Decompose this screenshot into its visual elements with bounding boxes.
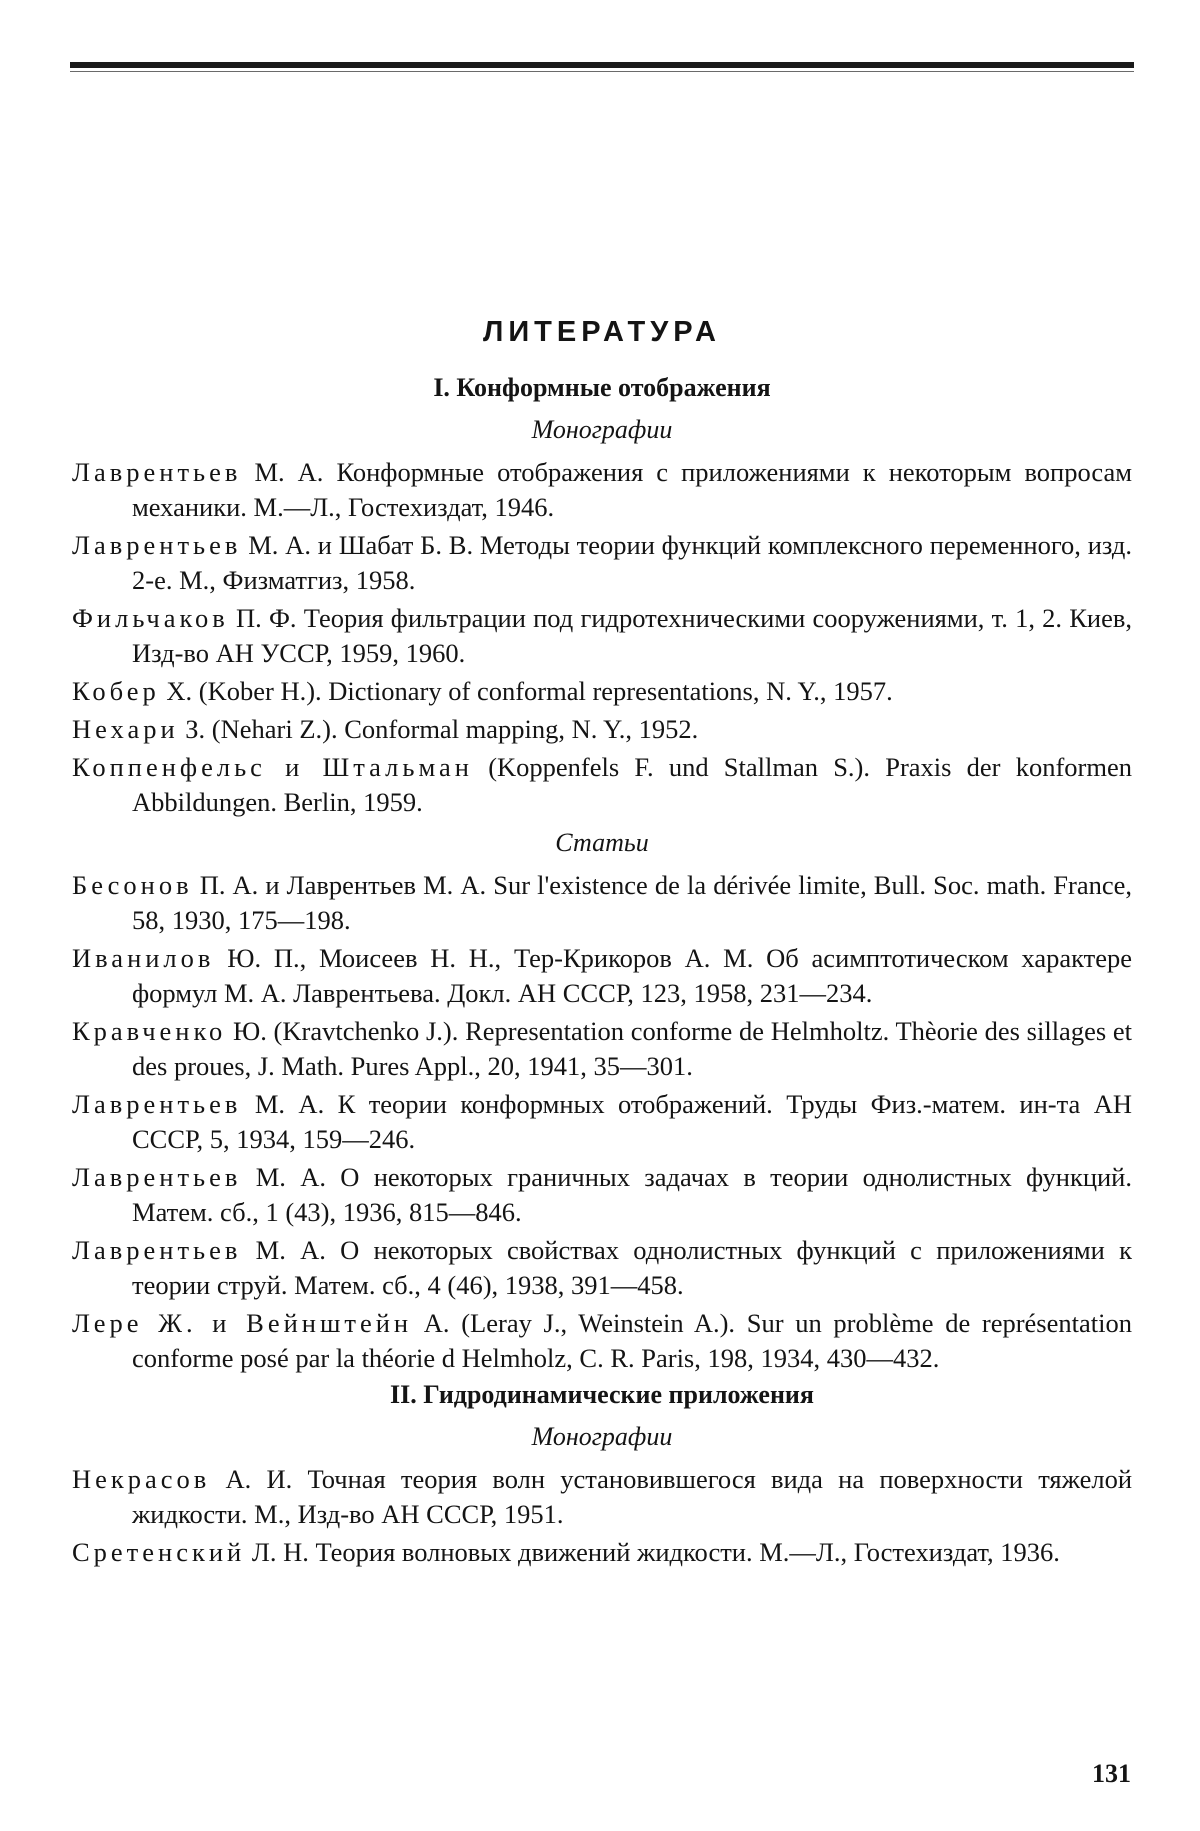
reference-author: Лаврентьев [72, 530, 242, 560]
reference-author: Кобер [72, 676, 160, 706]
section-heading: II. Гидродинамические приложения [390, 1380, 814, 1409]
reference-text: Л. Н. Теория волновых движений жидкости. М.—Л., Гостехиздат, 1936. [245, 1537, 1060, 1567]
reference-entry [72, 601, 1132, 671]
reference-entry [72, 1306, 1132, 1376]
reference-entry [72, 1233, 1132, 1303]
reference-entry [72, 1014, 1132, 1084]
reference-author: Кравченко [72, 1016, 227, 1046]
reference-list [72, 1462, 1132, 1570]
page-number: 131 [1092, 1759, 1131, 1788]
reference-text: М. А. О некоторых граничных задачах в теории однолистных функций. Матем. сб., 1 (43), 1936, 815—846. [132, 1162, 1132, 1227]
reference-entry [72, 1462, 1132, 1532]
subsection-heading: Статьи [555, 828, 649, 857]
reference-text: З. (Nehari Z.). Conformal mapping, N. Y., 1952. [178, 714, 699, 744]
reference-list [72, 868, 1132, 1376]
reference-text: Ю. П., Моисеев Н. Н., Тер-Крикоров А. М. Об асимптотическом характере формул М. А. Лаврентьева. Докл. АН СССР, 123, 1958, 231—234. [132, 943, 1132, 1008]
reference-text: А. И. Точная теория волн установившегося вида на поверхности тяжелой жидкости. М., Изд-во АН СССР, 1951. [132, 1464, 1132, 1529]
reference-list [72, 455, 1132, 820]
reference-entry [72, 750, 1132, 820]
reference-entry [72, 941, 1132, 1011]
reference-author: Лаврентьев [72, 1235, 242, 1265]
reference-entry [72, 528, 1132, 598]
reference-author: Коппенфельс и Штальман [72, 752, 473, 782]
reference-text: М. А. Конформные отображения с приложениями к некоторым вопросам механики. М.—Л., Гостехиздат, 1946. [132, 457, 1132, 522]
reference-entry [72, 674, 1132, 709]
reference-author: Лаврентьев [72, 457, 242, 487]
reference-author: Фильчаков [72, 603, 229, 633]
reference-author: Лаврентьев [72, 1089, 242, 1119]
reference-author: Бесонов [72, 870, 193, 900]
reference-entry [72, 712, 1132, 747]
reference-entry [72, 868, 1132, 938]
reference-author: Лере Ж. и Вейнштейн [72, 1308, 413, 1338]
reference-entry [72, 1160, 1132, 1230]
sections-container [72, 373, 1132, 1570]
reference-text: М. А. и Шабат Б. В. Методы теории функций комплексного переменного, изд. 2-е. М., Физматгиз, 1958. [132, 530, 1132, 595]
top-rule [70, 62, 1134, 68]
reference-text: П. Ф. Теория фильтрации под гидротехническими сооружениями, т. 1, 2. Киев, Изд-во АН УССР, 1959, 1960. [132, 603, 1132, 668]
subsection-heading: Монографии [531, 415, 673, 444]
reference-author: Иванилов [72, 943, 215, 973]
reference-entry [72, 1087, 1132, 1157]
section-heading: I. Конформные отображения [433, 373, 771, 402]
reference-author: Сретенский [72, 1537, 246, 1567]
reference-author: Нехари [72, 714, 179, 744]
bibliography [72, 316, 1132, 1574]
reference-text: А. (Leray J., Weinstein A.). Sur un problème de représentation conforme posé par la théorie d Helmholz, C. R. Paris, 198, 1934, 430—432. [132, 1308, 1132, 1373]
reference-text: (Koppenfels F. und Stallman S.). Praxis der konformen Abbildungen. Berlin, 1959. [132, 752, 1132, 817]
subsection-heading: Монографии [531, 1422, 673, 1451]
page-title: ЛИТЕРАТУРА [482, 316, 722, 348]
reference-author: Некрасов [72, 1464, 211, 1494]
reference-entry [72, 1535, 1132, 1570]
reference-author: Лаврентьев [72, 1162, 242, 1192]
reference-text: П. А. и Лаврентьев М. А. Sur l'existence de la dérivée limite, Bull. Soc. math. France, 58, 1930, 175—198. [132, 870, 1132, 935]
reference-text: М. А. О некоторых свойствах однолистных функций с приложениями к теории струй. Матем. сб., 4 (46), 1938, 391—458. [132, 1235, 1132, 1300]
reference-entry [72, 455, 1132, 525]
reference-text: Х. (Kober H.). Dictionary of conformal representations, N. Y., 1957. [159, 676, 893, 706]
reference-text: М. А. К теории конформных отображений. Труды Физ.-матем. ин-та АН СССР, 5, 1934, 159—246. [132, 1089, 1132, 1154]
reference-text: Ю. (Kravtchenko J.). Representation conforme de Helmholtz. Thèorie des sillages et des proues, J. Math. Pures Appl., 20, 1941, 35—301. [132, 1016, 1132, 1081]
